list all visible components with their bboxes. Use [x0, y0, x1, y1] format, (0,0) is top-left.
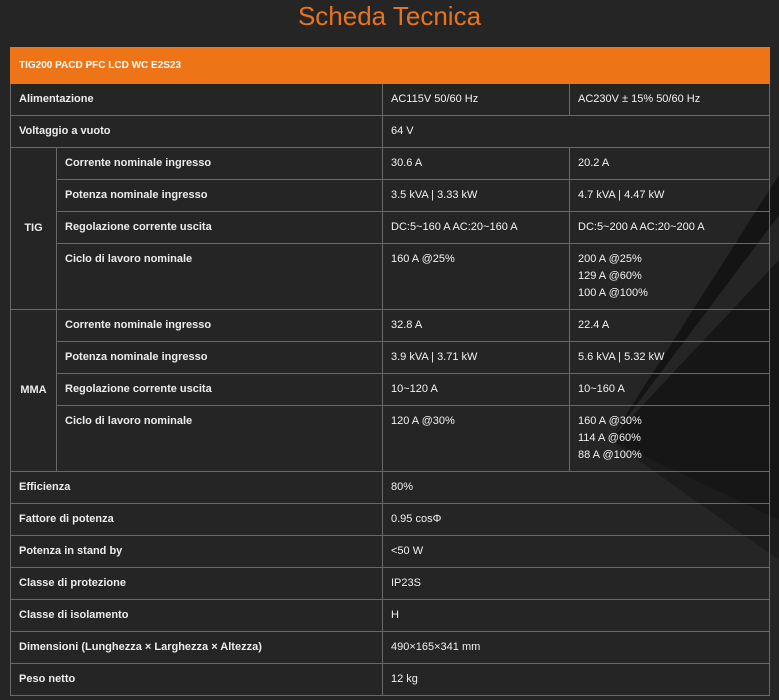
product-name: TIG200 PACD PFC LCD WC E2S23: [11, 48, 770, 84]
value-mma-regolazione-115: 10~120 A: [383, 374, 570, 406]
product-header-row: [11, 48, 770, 84]
label-voltaggio: Voltaggio a vuoto: [11, 116, 383, 148]
value-alimentazione-230: AC230V ± 15% 50/60 Hz: [570, 84, 770, 116]
value-mma-potenza-115: 3.9 kVA | 3.71 kW: [383, 342, 570, 374]
value-tig-regolazione-115: DC:5~160 A AC:20~160 A: [383, 212, 570, 244]
row-mma-corrente: [11, 310, 770, 342]
value-mma-ciclo-230: [570, 406, 770, 472]
spec-table: [10, 47, 770, 696]
row-standby: [11, 536, 770, 568]
value-alimentazione-115: AC115V 50/60 Hz: [383, 84, 570, 116]
row-isolamento: [11, 600, 770, 632]
row-voltaggio: [11, 116, 770, 148]
row-tig-regolazione: [11, 212, 770, 244]
value-dimensioni: 490×165×341 mm: [383, 632, 770, 664]
value-voltaggio: 64 V: [383, 116, 770, 148]
value-tig-regolazione-230: DC:5~200 A AC:20~200 A: [570, 212, 770, 244]
value-mma-regolazione-230: 10~160 A: [570, 374, 770, 406]
value-isolamento: H: [383, 600, 770, 632]
value-tig-ciclo-230-line: 100 A @100%: [578, 287, 648, 299]
value-tig-ciclo-230: [570, 244, 770, 310]
value-fattore: 0.95 cosΦ: [383, 504, 770, 536]
label-standby: Potenza in stand by: [11, 536, 383, 568]
value-mma-ciclo-230-line: 114 A @60%: [578, 432, 641, 444]
group-tig: TIG: [11, 148, 57, 310]
label-mma-regolazione: Regolazione corrente uscita: [57, 374, 383, 406]
value-efficienza: 80%: [383, 472, 770, 504]
value-tig-corrente-115: 30.6 A: [383, 148, 570, 180]
label-isolamento: Classe di isolamento: [11, 600, 383, 632]
value-mma-ciclo-230-line: 88 A @100%: [578, 449, 642, 461]
group-mma: MMA: [11, 310, 57, 472]
value-mma-corrente-230: 22.4 A: [570, 310, 770, 342]
row-protezione: [11, 568, 770, 600]
value-tig-ciclo-230-line: 129 A @60%: [578, 270, 642, 282]
label-alimentazione: Alimentazione: [11, 84, 383, 116]
label-mma-potenza: Potenza nominale ingresso: [57, 342, 383, 374]
row-alimentazione: [11, 84, 770, 116]
label-efficienza: Efficienza: [11, 472, 383, 504]
row-peso: [11, 664, 770, 696]
value-peso: 12 kg: [383, 664, 770, 696]
label-tig-ciclo: Ciclo di lavoro nominale: [57, 244, 383, 310]
value-tig-ciclo-115: 160 A @25%: [383, 244, 570, 310]
label-mma-corrente: Corrente nominale ingresso: [57, 310, 383, 342]
value-mma-corrente-115: 32.8 A: [383, 310, 570, 342]
label-fattore: Fattore di potenza: [11, 504, 383, 536]
value-mma-potenza-230: 5.6 kVA | 5.32 kW: [570, 342, 770, 374]
row-tig-potenza: [11, 180, 770, 212]
value-tig-corrente-230: 20.2 A: [570, 148, 770, 180]
page-title: Scheda Tecnica: [297, 1, 482, 31]
row-efficienza: [11, 472, 770, 504]
row-fattore: [11, 504, 770, 536]
value-tig-ciclo-230-line: 200 A @25%: [578, 253, 642, 265]
row-mma-potenza: [11, 342, 770, 374]
label-tig-regolazione: Regolazione corrente uscita: [57, 212, 383, 244]
label-peso: Peso netto: [11, 664, 383, 696]
value-protezione: IP23S: [383, 568, 770, 600]
value-tig-potenza-115: 3.5 kVA | 3.33 kW: [383, 180, 570, 212]
label-dimensioni: Dimensioni (Lunghezza × Larghezza × Altezza): [11, 632, 383, 664]
label-tig-corrente: Corrente nominale ingresso: [57, 148, 383, 180]
row-tig-corrente: [11, 148, 770, 180]
label-protezione: Classe di protezione: [11, 568, 383, 600]
value-mma-ciclo-115: 120 A @30%: [383, 406, 570, 472]
row-tig-ciclo: [11, 244, 770, 310]
row-mma-regolazione: [11, 374, 770, 406]
value-standby: <50 W: [383, 536, 770, 568]
value-mma-ciclo-230-line: 160 A @30%: [578, 415, 642, 427]
label-mma-ciclo: Ciclo di lavoro nominale: [57, 406, 383, 472]
row-dimensioni: [11, 632, 770, 664]
row-mma-ciclo: [11, 406, 770, 472]
label-tig-potenza: Potenza nominale ingresso: [57, 180, 383, 212]
value-tig-potenza-230: 4.7 kVA | 4.47 kW: [570, 180, 770, 212]
